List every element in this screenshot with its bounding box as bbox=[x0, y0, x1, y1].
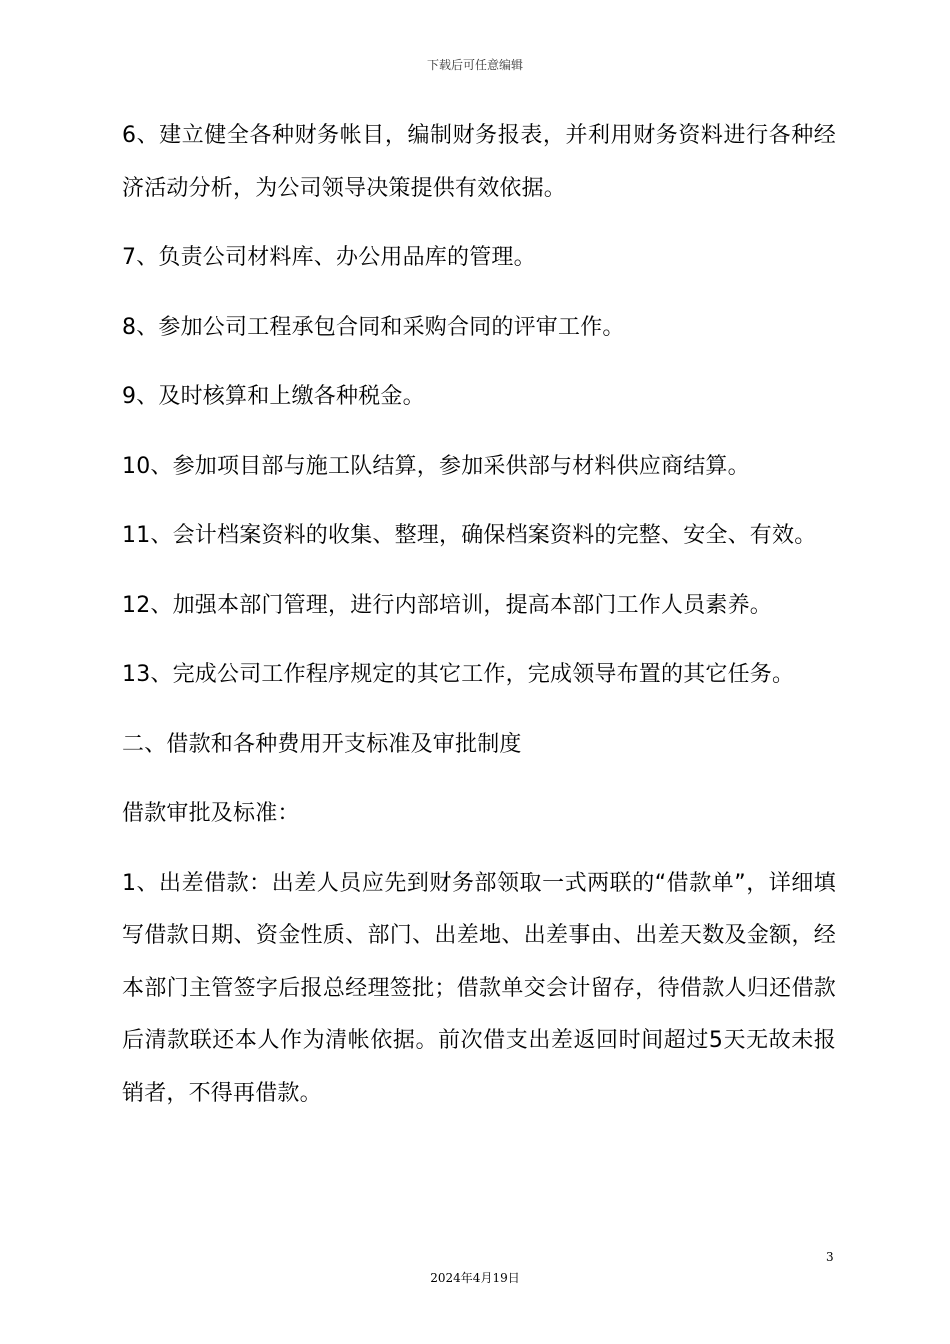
paragraph-item-12: 12、加强本部门管理，进行内部培训，提高本部门工作人员素养。 bbox=[122, 592, 772, 618]
paragraph-item-10: 10、参加项目部与施工队结算，参加采供部与材料供应商结算。 bbox=[122, 453, 750, 479]
footer-date: 2024年4月19日 bbox=[430, 1271, 520, 1285]
paragraph-item-8: 8、参加公司工程承包合同和采购合同的评审工作。 bbox=[122, 314, 625, 340]
paragraph-item-11: 11、会计档案资料的收集、整理，确保档案资料的完整、安全、有效。 bbox=[122, 523, 817, 548]
section-heading: 二、借款和各种费用开支标准及审批制度 bbox=[122, 731, 522, 757]
document-body bbox=[116, 110, 836, 1137]
paragraph-loan-rule-1: 1、出差借款：出差人员应先到财务部领取一式两联的“借款单”，详细填写借款日期、资金性质、部门、出差地、出差事由、出差天数及金额，经本部门主管签字后报总经理签批；借款单交会计留存，待借款人归还借款后清款联还本人作为清帐依据。前次借支出差返回时间超过5天无故未报销者，不得再借款。 bbox=[122, 870, 836, 1106]
page-number: 3 bbox=[826, 1250, 834, 1264]
subsection-heading: 借款审批及标准： bbox=[122, 801, 300, 826]
paragraph-item-13: 13、完成公司工作程序规定的其它工作，完成领导布置的其它任务。 bbox=[122, 662, 795, 687]
header-note: 下载后可任意编辑 bbox=[426, 58, 523, 72]
paragraph-item-9: 9、及时核算和上缴各种税金。 bbox=[122, 384, 425, 409]
paragraph-item-6: 6、建立健全各种财务帐目，编制财务报表，并利用财务资料进行各种经济活动分析，为公司领导决策提供有效依据。 bbox=[122, 123, 836, 201]
paragraph-item-7: 7、负责公司材料库、办公用品库的管理。 bbox=[122, 245, 536, 270]
